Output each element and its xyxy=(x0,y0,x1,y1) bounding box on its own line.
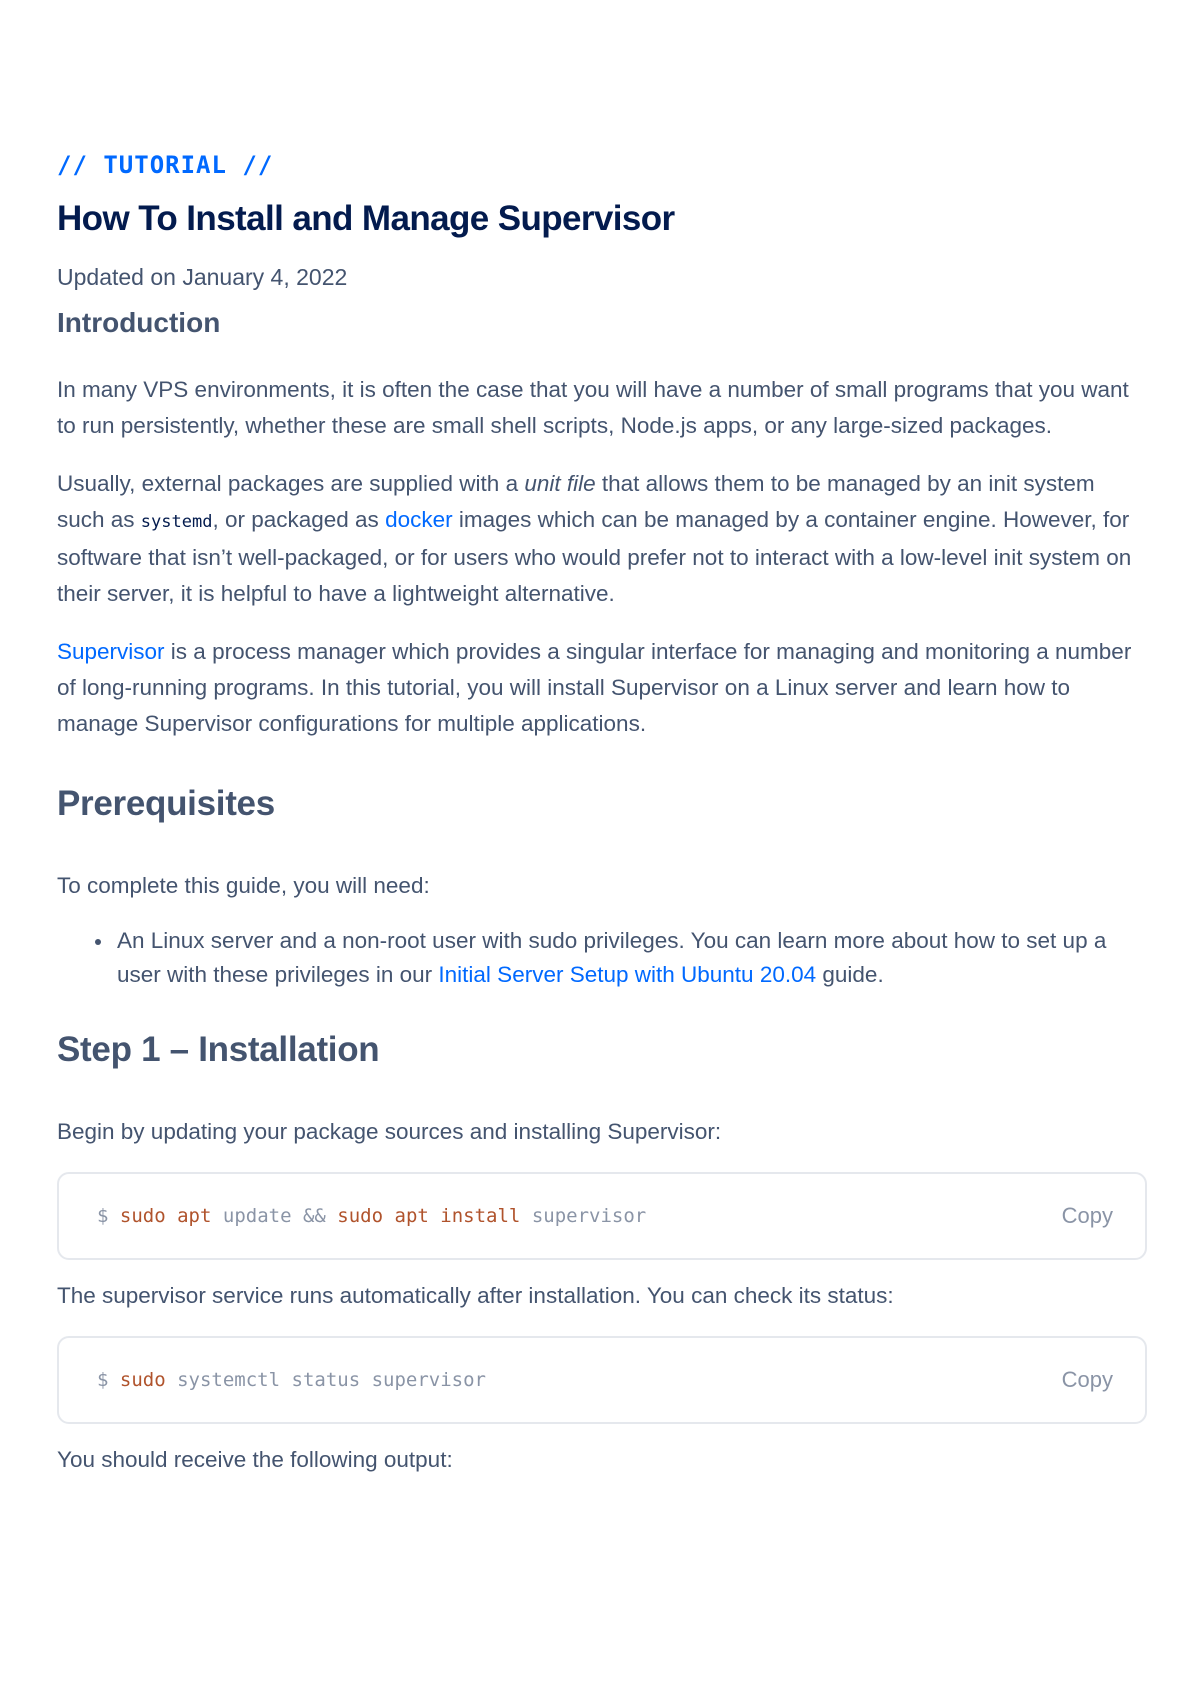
prerequisites-intro: To complete this guide, you will need: xyxy=(57,873,430,898)
prerequisites-list xyxy=(57,924,1147,992)
code-block-install xyxy=(57,1172,1147,1260)
status-instruction: The supervisor service runs automatically after installation. You can check its status: xyxy=(57,1283,894,1308)
step1-heading: Step 1 – Installation xyxy=(57,1030,380,1069)
prereq-item-text-a: An Linux server and a non-root user with sudo privileges. You can learn more about how to set up a user with these privileges in our xyxy=(117,928,1107,987)
intro-p3-text: is a process manager which provides a singular interface for managing and monitoring a number of long-running programs. In this tutorial, you will install Supervisor on a Linux server and learn how to manage Supervisor configurations for multiple applications. xyxy=(57,639,1132,736)
code-token: sudo xyxy=(337,1205,384,1227)
code-token: sudo xyxy=(119,1369,166,1391)
systemd-inline-code: systemd xyxy=(140,512,213,532)
prerequisites-heading: Prerequisites xyxy=(57,784,275,823)
code-token: install xyxy=(440,1205,521,1227)
intro-p2-text-a: Usually, external packages are supplied with a xyxy=(57,471,525,496)
docker-link[interactable]: docker xyxy=(385,507,453,532)
bullet-icon xyxy=(95,939,101,945)
code-token: supervisor xyxy=(531,1205,647,1227)
unit-file-emphasis: unit file xyxy=(524,471,596,496)
copy-button[interactable]: Copy xyxy=(1061,1367,1113,1392)
intro-p2-text-c: , or packaged as xyxy=(212,507,386,532)
status-command xyxy=(97,1338,486,1422)
output-instruction: You should receive the following output: xyxy=(57,1447,453,1472)
prompt-symbol: $ xyxy=(97,1205,120,1227)
intro-paragraph-1: In many VPS environments, it is often the case that you will have a number of small programs that you want to run persistently, whether these are small shell scripts, Node.js apps, or any large-sized packages. xyxy=(57,377,1129,438)
code-block-status xyxy=(57,1336,1147,1424)
page-title: How To Install and Manage Supervisor xyxy=(57,199,675,238)
intro-paragraph-3 xyxy=(57,634,1147,742)
code-token: systemctl status supervisor xyxy=(177,1369,486,1391)
article xyxy=(57,150,1147,1478)
introduction-heading: Introduction xyxy=(57,307,221,338)
intro-p2-text-d: images which can be managed by a container engine. However, for software that isn’t well-packaged, or for users who would prefer not to interact with a low-level init system on their server, it is helpful to have a lightweight alternative. xyxy=(57,507,1132,606)
supervisor-link[interactable]: Supervisor xyxy=(57,639,165,664)
install-command xyxy=(97,1174,646,1258)
prompt-symbol: $ xyxy=(97,1369,120,1391)
code-token: apt xyxy=(177,1205,212,1227)
eyebrow-tutorial: // TUTORIAL // xyxy=(57,151,274,179)
code-token: update && xyxy=(222,1205,326,1227)
code-token: apt xyxy=(394,1205,429,1227)
list-item xyxy=(117,924,1147,992)
prereq-item-text-b: guide. xyxy=(816,962,884,987)
copy-button[interactable]: Copy xyxy=(1061,1203,1113,1228)
step1-instruction: Begin by updating your package sources and installing Supervisor: xyxy=(57,1119,722,1144)
updated-date: Updated on January 4, 2022 xyxy=(57,264,348,290)
code-token: sudo xyxy=(119,1205,166,1227)
initial-server-setup-link[interactable]: Initial Server Setup with Ubuntu 20.04 xyxy=(438,962,817,987)
intro-paragraph-2 xyxy=(57,466,1147,612)
intro-p2-text-b: that allows them to be managed by an init system such as xyxy=(57,471,1095,532)
